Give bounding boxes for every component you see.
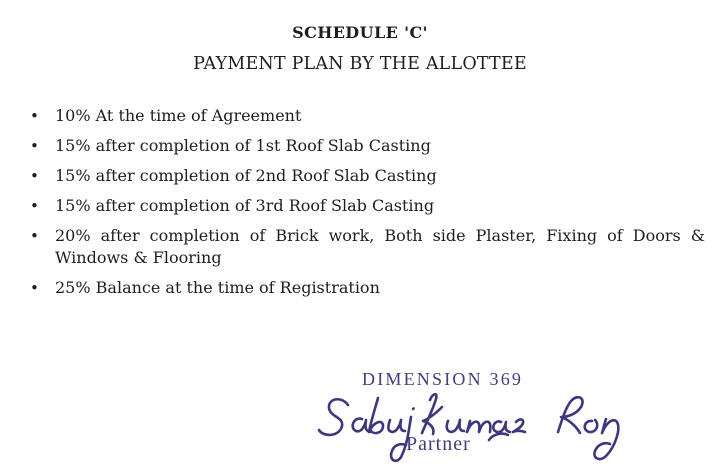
bullet-icon: • [30,279,39,297]
list-item [28,135,705,157]
list-item [28,225,705,269]
bullet-icon: • [30,107,39,125]
list-item-text: 15% after completion of 1st Roof Slab Casting [55,136,431,155]
list-item [28,165,705,187]
partner-designation-text: Partner [406,433,471,455]
payment-plan-subtitle: PAYMENT PLAN BY THE ALLOTTEE [193,54,527,74]
company-stamp-text: DIMENSION 369 [362,369,524,389]
signature-handwriting-icon [314,388,644,468]
list-item-text: 10% At the time of Agreement [55,106,302,125]
list-item [28,195,705,217]
list-item-text-line2: Windows & Flooring [55,248,222,267]
list-item-text-line1: 20% after completion of Brick work, Both side Plaster, Fixing of Doors & [55,226,705,245]
bullet-icon: • [30,167,39,185]
list-item-text: 15% after completion of 2nd Roof Slab Casting [55,166,437,185]
list-item [28,105,705,127]
payment-plan-list [28,105,705,299]
bullet-icon: • [30,137,39,155]
schedule-title: SCHEDULE 'C' [292,23,428,42]
list-item-text: 25% Balance at the time of Registration [55,278,380,297]
list-item [28,277,705,299]
bullet-icon: • [30,227,39,245]
list-item-text: 15% after completion of 3rd Roof Slab Casting [55,196,435,215]
bullet-icon: • [30,197,39,215]
